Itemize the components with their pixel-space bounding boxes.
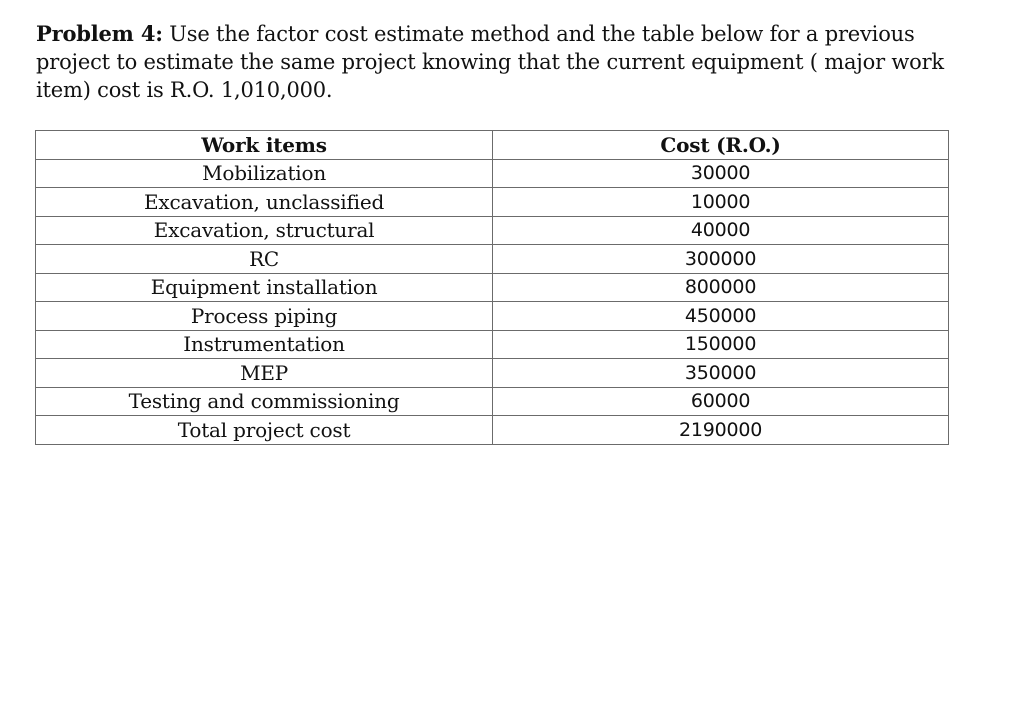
- table-row: [36, 302, 949, 331]
- total-row: [36, 416, 949, 445]
- cost-table: [35, 130, 949, 445]
- cost-cell: 350000: [493, 359, 949, 388]
- total-cost-cell: 2190000: [493, 416, 949, 445]
- cost-cell: 450000: [493, 302, 949, 331]
- total-label-cell: Total project cost: [36, 416, 493, 445]
- work-item-cell: Instrumentation: [36, 330, 493, 359]
- table-row: [36, 216, 949, 245]
- work-item-cell: Mobilization: [36, 159, 493, 188]
- table-row: [36, 359, 949, 388]
- table-header-row: [36, 131, 949, 160]
- table-row: [36, 387, 949, 416]
- problem-statement: [36, 20, 956, 104]
- cost-cell: 60000: [493, 387, 949, 416]
- header-cost: Cost (R.O.): [493, 131, 949, 160]
- work-item-cell: Testing and commissioning: [36, 387, 493, 416]
- work-item-cell: MEP: [36, 359, 493, 388]
- work-item-cell: Excavation, unclassified: [36, 188, 493, 217]
- work-item-cell: Excavation, structural: [36, 216, 493, 245]
- cost-cell: 800000: [493, 273, 949, 302]
- problem-label: Problem 4:: [36, 21, 163, 46]
- cost-cell: 10000: [493, 188, 949, 217]
- table-row: [36, 159, 949, 188]
- table-row: [36, 330, 949, 359]
- table-row: [36, 245, 949, 274]
- cost-cell: 300000: [493, 245, 949, 274]
- header-work-items: Work items: [36, 131, 493, 160]
- table-row: [36, 273, 949, 302]
- cost-cell: 40000: [493, 216, 949, 245]
- cost-cell: 30000: [493, 159, 949, 188]
- work-item-cell: RC: [36, 245, 493, 274]
- work-item-cell: Process piping: [36, 302, 493, 331]
- cost-cell: 150000: [493, 330, 949, 359]
- problem-text: Use the factor cost estimate method and the table below for a previous project to estimate the same project knowing that the current equipment ( major work item) cost is R.O. 1,010,000.: [36, 22, 944, 102]
- work-item-cell: Equipment installation: [36, 273, 493, 302]
- table-row: [36, 188, 949, 217]
